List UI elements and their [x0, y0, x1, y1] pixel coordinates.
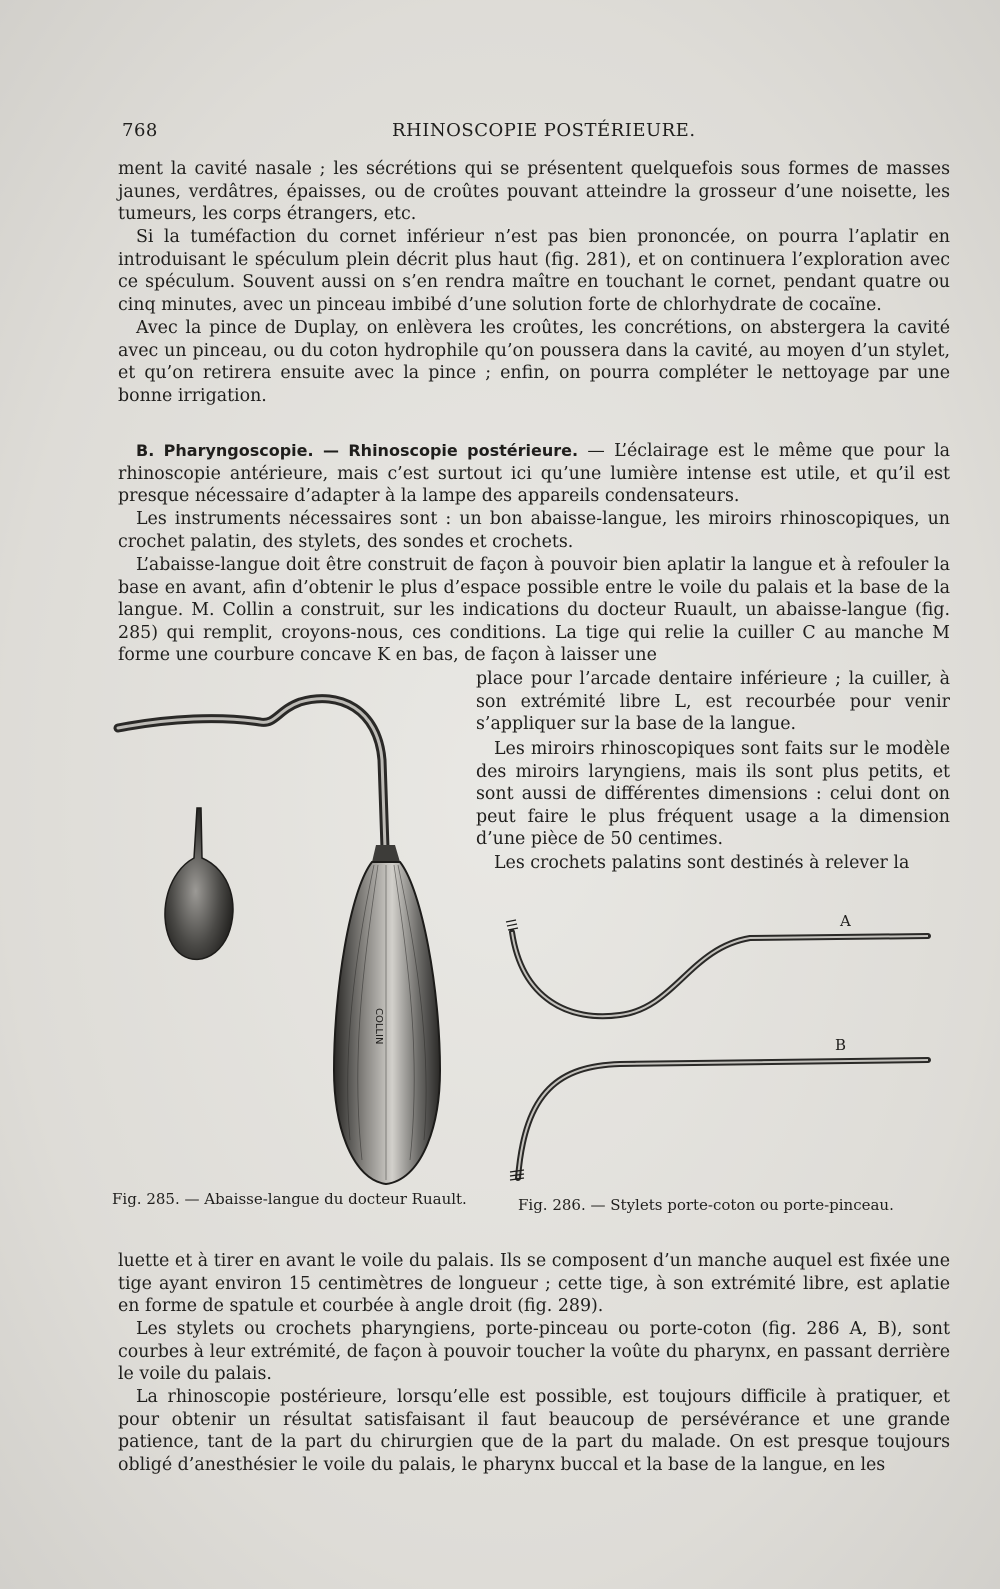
- spoon-blade: [165, 808, 233, 959]
- paragraph-section-b-3-cont: place pour l’arcade dentaire inférieure ; la cuiller, à son extrémité libre L, est recourbée pour venir s’appliquer sur la base de la langue.: [476, 669, 950, 734]
- running-head: RHINOSCOPIE POSTÉRIEURE.: [392, 120, 696, 141]
- paragraph-section-b-1: [118, 440, 950, 508]
- stylet-a-tip: [506, 920, 518, 930]
- figure-285-tongue-depressor: [110, 690, 470, 1190]
- paragraph-top-1: ment la cavité nasale ; les sécrétions qui se présentent quelquefois sous formes de masses jaunes, verdâtres, épaisses, ou de croûtes pouvant atteindre la grosseur d’une noisette, les tumeurs, les corps étrangers, etc.: [118, 159, 950, 224]
- figure-286-caption: Fig. 286. — Stylets porte-coton ou porte-pinceau.: [518, 1196, 894, 1214]
- section-heading: B. Pharyngoscopie. — Rhinoscopie postérieure.: [136, 441, 579, 460]
- stylet-b-highlight: [518, 1060, 928, 1178]
- stylet-a-label: A: [840, 912, 851, 930]
- paragraph-bottom-3: La rhinoscopie postérieure, lorsqu’elle est possible, est toujours difficile à pratiquer, et pour obtenir un résultat satisfaisant il faut beaucoup de persévérance et une grande patience, tant de la part du chirurgien que de la part du malade. On est presque toujours obligé d’anesthésier le voile du palais, le pharynx buccal et la base de la langue, en les: [118, 1387, 950, 1475]
- rod-highlight: [118, 699, 385, 848]
- paragraph-bottom-1: luette et à tirer en avant le voile du palais. Ils se composent d’un manche auquel est fixée une tige ayant environ 15 centimètres de longueur ; cette tige, à son extrémité libre, est aplatie en forme de spatule et courbée à angle droit (fig. 289).: [118, 1251, 950, 1316]
- stylet-b-tip: [510, 1170, 524, 1180]
- paragraph-bottom-2: Les stylets ou crochets pharyngiens, porte-pinceau ou porte-coton (fig. 286 A, B), sont courbes à leur extrémité, de façon à pouvoir toucher la voûte du pharynx, en passant derrière le voile du palais.: [118, 1319, 950, 1384]
- paragraph-section-b-4: Les miroirs rhinoscopiques sont faits sur le modèle des miroirs laryngiens, mais ils sont plus petits, et sont aussi de différentes dimensions : celui dont on peut faire le plus fréquent usage a la dimension d’une pièce de 50 centimes.: [476, 739, 950, 849]
- figure-285-caption: Fig. 285. — Abaisse-langue du docteur Ruault.: [112, 1190, 467, 1208]
- stylet-a-highlight: [512, 932, 928, 1016]
- stylet-b: [518, 1060, 928, 1178]
- paragraph-section-b-5: Les crochets palatins sont destinés à relever la: [494, 853, 910, 873]
- paragraph-section-b-3: L’abaisse-langue doit être construit de façon à pouvoir bien aplatir la langue et à refouler la base en avant, afin d’obtenir le plus d’espace possible entre le voile du palais et la base de la langue. M. Collin a construit, sur les indications du docteur Ruault, un abaisse-langue (fig. 285) qui remplit, croyons-nous, ces conditions. La tige qui relie la cuiller C au manche M forme une courbure concave K en bas, de façon à laisser une: [118, 555, 950, 665]
- figure-286-stylets: [500, 900, 940, 1190]
- paragraph-top-3: Avec la pince de Duplay, on enlèvera les croûtes, les concrétions, on abstergera la cavité avec un pinceau, ou du coton hydrophile qu’on poussera dans la cavité, au moyen d’un stylet, et qu’on retirera ensuite avec la pince ; enfin, on pourra compléter le nettoyage par une bonne irrigation.: [118, 318, 950, 406]
- paragraph-top-2: Si la tuméfaction du cornet inférieur n’est pas bien prononcée, on pourra l’aplatir en introduisant le spéculum plein décrit plus haut (fig. 281), et on continuera l’exploration avec ce spéculum. Souvent aussi on s’en rendra maître en touchant le cornet, pendant quatre ou cinq minutes, avec un pinceau imbibé d’une solution forte de chlorhydrate de cocaïne.: [118, 227, 950, 315]
- paragraph-section-b-2: Les instruments nécessaires sont : un bon abaisse-langue, les miroirs rhinoscopiques, un crochet palatin, des stylets, des sondes et crochets.: [118, 509, 950, 552]
- section-b-intro: — L’éclairage est le même que pour la rhinoscopie antérieure, mais c’est surtout ici qu’une lumière intense est utile, et qu’il est presque nécessaire d’adapter à la lampe des appareils condensateurs.: [118, 441, 950, 506]
- page-header: [122, 120, 952, 150]
- stylet-b-label: B: [835, 1036, 847, 1054]
- stylet-a: [512, 932, 928, 1016]
- handle-stamp: COLLIN: [373, 1008, 384, 1045]
- page-number: 768: [122, 120, 158, 141]
- handle-ferrule: [372, 845, 400, 862]
